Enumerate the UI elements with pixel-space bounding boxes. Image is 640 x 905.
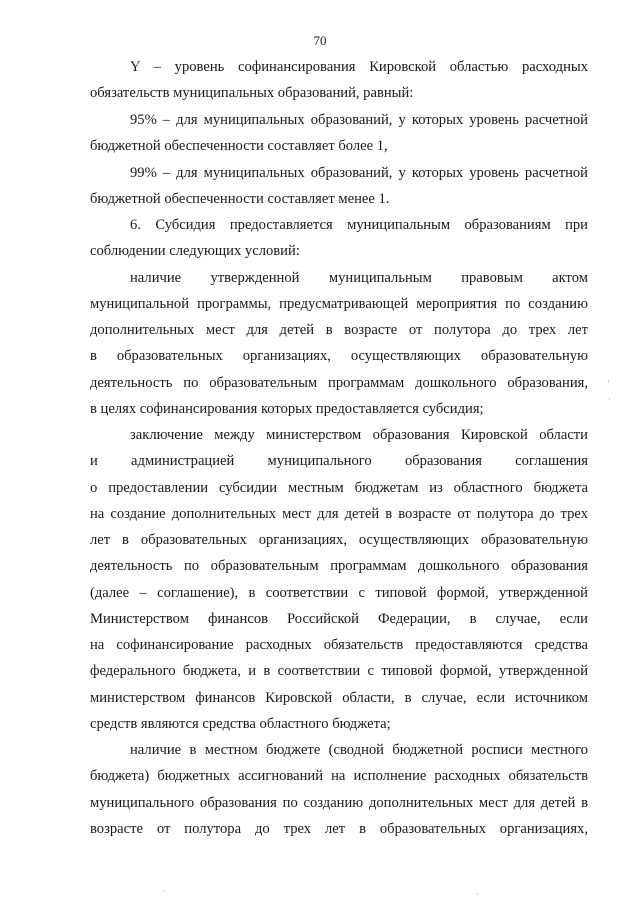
text-line: 99% – для муниципальных образований, у которых уровень расчетной	[130, 165, 588, 181]
text-line: 6. Субсидия предоставляется муниципальным образованиям при	[130, 217, 588, 233]
text-line: в целях софинансирования которых предоставляется субсидия;	[90, 401, 484, 417]
text-line: на софинансирование расходных обязательств предоставляются средства	[90, 637, 588, 653]
text-line: дополнительных мест для детей в возрасте от полутора до трех лет	[90, 322, 588, 338]
text-line: наличие в местном бюджете (сводной бюджетной росписи местного	[130, 742, 588, 758]
text-line: средств являются средства областного бюджета;	[90, 716, 391, 732]
text-line: федерального бюджета, и в соответствии с типовой формой, утвержденной	[90, 663, 588, 679]
scan-speck	[609, 398, 610, 400]
text-line: деятельность по образовательным программам дошкольного образования,	[90, 375, 588, 391]
page-number: 70	[313, 33, 327, 48]
scan-speck	[163, 890, 164, 892]
text-line: муниципальной программы, предусматривающей мероприятия по созданию	[90, 296, 588, 312]
scan-speck	[477, 893, 478, 895]
text-line: деятельность по образовательным программам дошкольного образования	[90, 558, 588, 574]
scan-speck	[608, 380, 609, 383]
text-line: о предоставлении субсидии местным бюджетам из областного бюджета	[90, 480, 588, 496]
text-line: министерством финансов Кировской области, в случае, если источником	[90, 690, 588, 706]
text-line: Y – уровень софинансирования Кировской областью расходных	[130, 59, 588, 75]
text-line: возрасте от полутора до трех лет в образовательных организациях,	[90, 821, 588, 837]
text-line: соблюдении следующих условий:	[90, 243, 300, 259]
text-line: и администрацией муниципального образования соглашения	[90, 453, 588, 469]
text-line: заключение между министерством образования Кировской области	[130, 427, 588, 443]
text-line: 95% – для муниципальных образований, у которых уровень расчетной	[130, 112, 588, 128]
text-line: (далее – соглашение), в соответствии с типовой формой, утвержденной	[90, 585, 588, 601]
text-line: бюджета) бюджетных ассигнований на исполнение расходных обязательств	[90, 768, 588, 784]
text-line: обязательств муниципальных образований, равный:	[90, 85, 414, 101]
text-line: в образовательных организациях, осуществляющих образовательную	[90, 348, 588, 364]
text-line: наличие утвержденной муниципальным правовым актом	[130, 270, 588, 286]
text-line: бюджетной обеспеченности составляет менее 1.	[90, 191, 390, 207]
text-line: на создание дополнительных мест для детей в возрасте от полутора до трех	[90, 506, 588, 522]
text-line: лет в образовательных организациях, осуществляющих образовательную	[90, 532, 588, 548]
text-line: бюджетной обеспеченности составляет более 1,	[90, 138, 388, 154]
text-line: муниципального образования по созданию дополнительных мест для детей в	[90, 795, 588, 811]
text-line: Министерством финансов Российской Федерации, в случае, если	[90, 611, 588, 627]
